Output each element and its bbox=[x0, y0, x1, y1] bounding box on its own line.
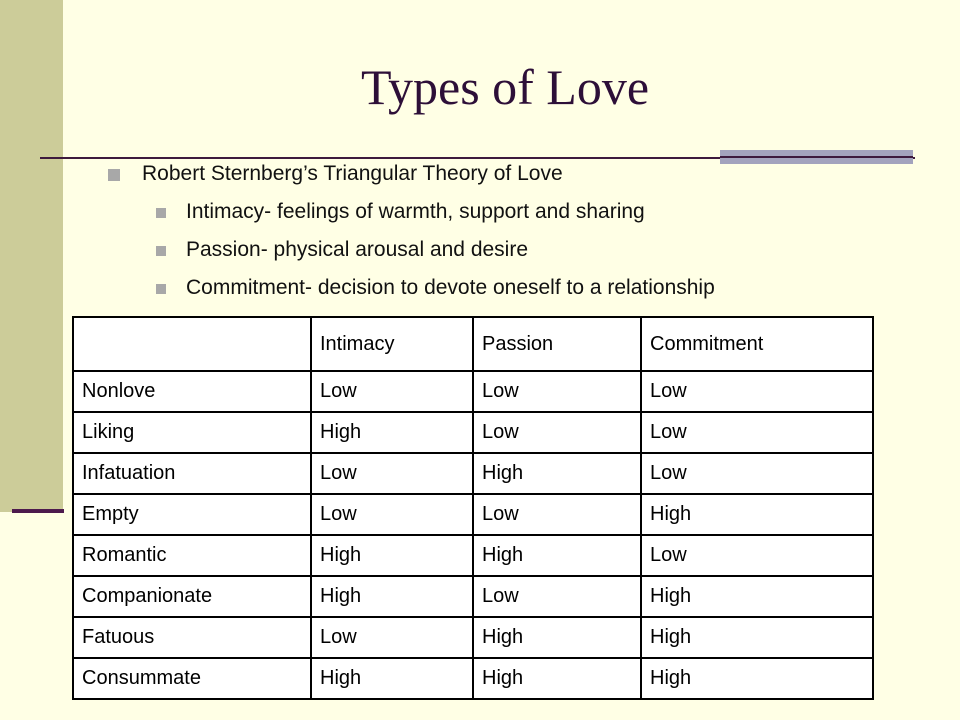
bullet-main bbox=[142, 162, 563, 186]
table-row bbox=[73, 658, 873, 699]
table-cell: Liking bbox=[73, 412, 311, 453]
table-header-row bbox=[73, 317, 873, 371]
bullet-square-icon bbox=[156, 246, 166, 256]
table-cell: Low bbox=[641, 453, 873, 494]
table-cell: High bbox=[311, 576, 473, 617]
bullet-sub-intimacy bbox=[186, 200, 645, 224]
love-types-table bbox=[72, 316, 874, 700]
table-cell: Low bbox=[311, 494, 473, 535]
table-cell: Infatuation bbox=[73, 453, 311, 494]
table-cell: Romantic bbox=[73, 535, 311, 576]
table-cell: Low bbox=[311, 617, 473, 658]
table-cell: Fatuous bbox=[73, 617, 311, 658]
table-row bbox=[73, 535, 873, 576]
table-cell: Companionate bbox=[73, 576, 311, 617]
bullet-square-icon bbox=[156, 208, 166, 218]
bullet-sub-text: Passion- physical arousal and desire bbox=[186, 238, 529, 261]
table-cell: Low bbox=[641, 535, 873, 576]
table-cell: High bbox=[473, 453, 641, 494]
slide-title: Types of Love bbox=[360, 59, 650, 115]
table-cell: High bbox=[311, 535, 473, 576]
table-cell: High bbox=[641, 576, 873, 617]
table-cell: Low bbox=[473, 371, 641, 412]
table-cell: High bbox=[473, 617, 641, 658]
table-cell: High bbox=[473, 658, 641, 699]
side-accent-tick bbox=[12, 509, 64, 513]
table-cell: Low bbox=[641, 412, 873, 453]
table-cell: High bbox=[473, 535, 641, 576]
table-row bbox=[73, 453, 873, 494]
table-cell: High bbox=[641, 617, 873, 658]
table-cell: Empty bbox=[73, 494, 311, 535]
table-row bbox=[73, 617, 873, 658]
table-cell: High bbox=[311, 412, 473, 453]
bullet-sub-passion bbox=[186, 238, 528, 262]
bullet-square-icon bbox=[108, 169, 120, 181]
header-cell bbox=[73, 317, 311, 371]
title-divider-accent bbox=[720, 150, 913, 164]
table-cell: Low bbox=[473, 412, 641, 453]
table-cell: Low bbox=[473, 494, 641, 535]
header-cell: Commitment bbox=[641, 317, 873, 371]
table-row bbox=[73, 494, 873, 535]
table-cell: Consummate bbox=[73, 658, 311, 699]
table-cell: Low bbox=[473, 576, 641, 617]
table-row bbox=[73, 576, 873, 617]
table-cell: High bbox=[311, 658, 473, 699]
table-cell: High bbox=[641, 658, 873, 699]
table-cell: Low bbox=[641, 371, 873, 412]
bullet-sub-commitment bbox=[186, 276, 715, 300]
table-cell: Low bbox=[311, 453, 473, 494]
bullet-square-icon bbox=[156, 284, 166, 294]
table-row bbox=[73, 412, 873, 453]
bullet-main-text: Robert Sternberg’s Triangular Theory of Love bbox=[142, 162, 563, 185]
table-cell: Low bbox=[311, 371, 473, 412]
table-cell: Nonlove bbox=[73, 371, 311, 412]
bullet-sub-text: Intimacy- feelings of warmth, support and sharing bbox=[186, 200, 645, 223]
table-cell: High bbox=[641, 494, 873, 535]
bullet-sub-text: Commitment- decision to devote oneself to a relationship bbox=[186, 276, 715, 299]
header-cell: Intimacy bbox=[311, 317, 473, 371]
table-row bbox=[73, 371, 873, 412]
header-cell: Passion bbox=[473, 317, 641, 371]
